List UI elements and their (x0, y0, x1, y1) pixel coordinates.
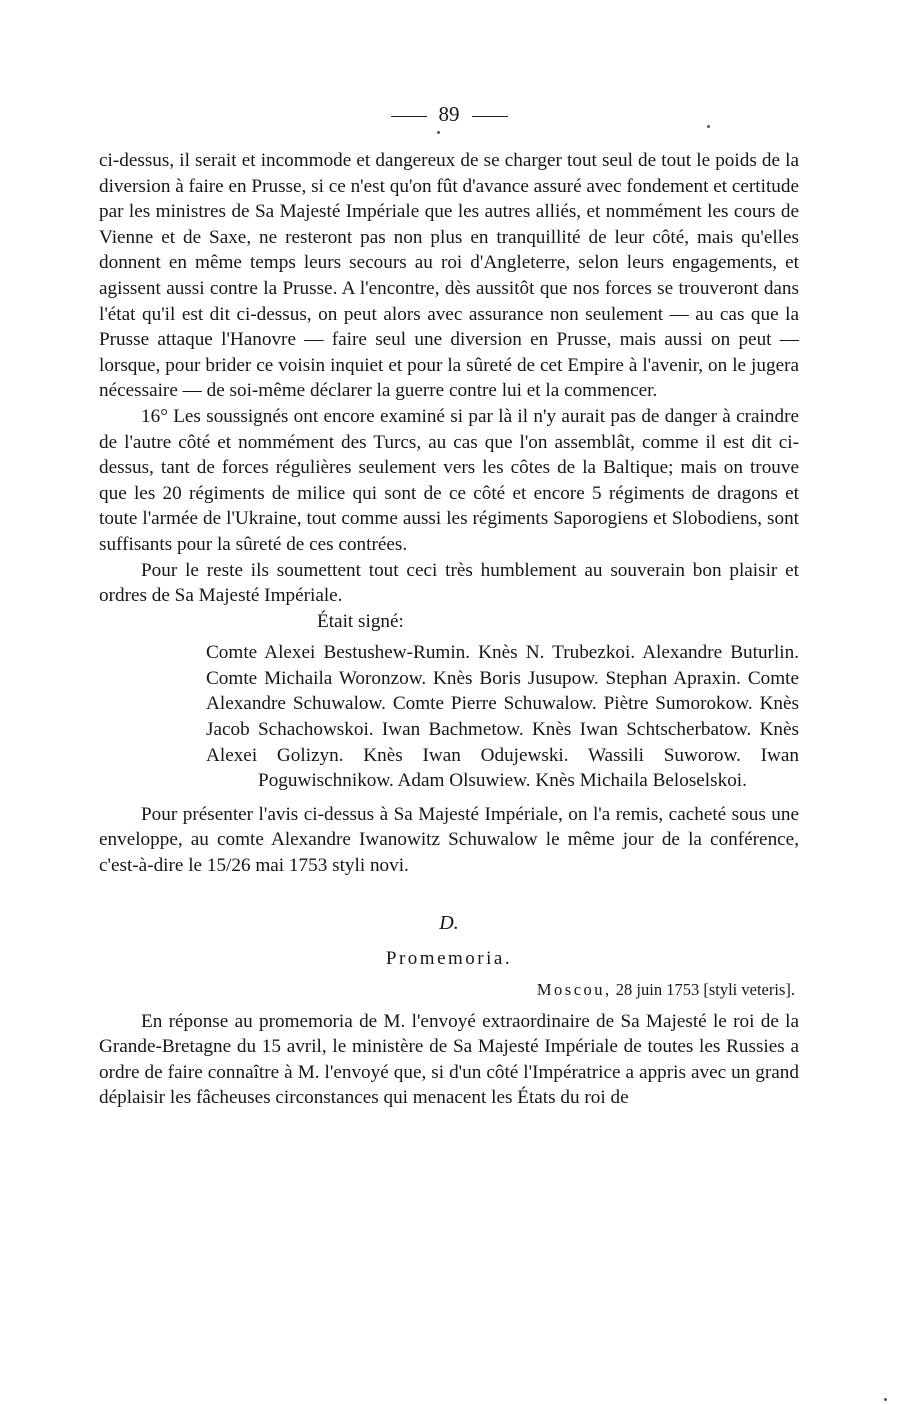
page-header (99, 96, 799, 132)
dateline-place: Moscou, (536, 979, 612, 999)
signed-label: Était signé: (317, 610, 404, 632)
section-letter: D. (439, 911, 459, 934)
paragraph-submission: Pour le reste ils soumettent tout ceci très humblement au souverain bon plaisir et ordres de Sa Majesté Impériale. (99, 559, 799, 607)
paragraph-article-16: 16° Les soussignés ont encore examiné si par là il n'y aurait pas de danger à craindre de l'autre côté et nommément des Turcs, au cas que l'on assemblât, comme il est dit ci-dessus, tant de forces régulières seulement vers les côtes de la Baltique; mais on trouve que les 20 régiments de milice qui sont de ce côté et encore 5 régiments de dragons et toute l'armée de l'Ukraine, tout comme aussi les régiments Saporogiens et Slobodiens, sont suffisants pour la sûreté de ces contrées. (99, 405, 799, 555)
dateline-date: 28 juin 1753 [styli veteris]. (615, 979, 795, 999)
header-dash-right (472, 116, 508, 117)
promemoria-body: En réponse au promemoria de M. l'envoyé extraordinaire de Sa Majesté le roi de la Grande-Bretagne du 15 avril, le ministère de Sa Majesté Impériale de toutes les Russies a ordre de faire connaître à M. l'envoyé que, si d'un côté l'Impératrice a appris avec un grand déplaisir les fâcheuses circonstances qui menacent les États du roi de (99, 1010, 799, 1109)
page-body (99, 96, 799, 1111)
closing-paragraph: Pour présenter l'avis ci-dessus à Sa Majesté Impériale, on l'a remis, cacheté sous une enveloppe, au comte Alexandre Iwanowitz Schuwalow le même jour de la conférence, c'est-à-dire le 15/26 mai 1753 styli novi. (99, 803, 799, 877)
header-dash-left (391, 116, 427, 117)
print-speck (707, 125, 710, 128)
print-speck (884, 1398, 887, 1401)
print-speck (437, 131, 440, 134)
dateline (99, 977, 795, 1003)
page-number: 89 (438, 102, 460, 126)
signatories-list: Comte Alexei Bestushew-Rumin. Knès N. Trubezkoi. Alexandre Buturlin. Comte Michaila Woronzow. Knès Boris Jusupow. Stephan Apraxin. Comte Alexandre Schuwalow. Comte Pierre Schuwalow. Piètre Sumorokow. Knès Jacob Schachowskoi. Iwan Bachmetow. Knès Iwan Schtscherbatow. Knès Alexei Golizyn. Knès Iwan Odujewski. Wassili Suworow. Iwan Poguwischnikow. Adam Olsuwiew. Knès Michaila Beloselskoi. (206, 642, 799, 792)
section-title: Promemoria. (385, 947, 513, 969)
paragraph-continuation: ci-dessus, il serait et incommode et dangereux de se charger tout seul de tout le poids de la diversion à faire en Prusse, si ce n'est qu'on fût d'avance assuré avec fondement et certitude par les ministres de Sa Majesté Impériale que les autres alliés, et nommément les cours de Vienne et de Saxe, ne resteront pas non plus en tranquillité de leur côté, mais qu'elles donnent en même temps leurs secours au roi d'Angleterre, selon leurs engagements, et agissent aussi contre la Prusse. A l'encontre, dès aussitôt que nos forces se trouveront dans l'état qu'il est dit ci-dessus, on peut alors avec assurance non seulement — au cas que la Prusse attaque l'Hanovre — faire seul une diversion en Prusse, mais aussi on peut — lorsque, pour brider ce voisin inquiet et pour la sûreté de cet Empire à l'avenir, on le jugera nécessaire — de soi-même déclarer la guerre contre lui et la commencer. (99, 150, 799, 402)
